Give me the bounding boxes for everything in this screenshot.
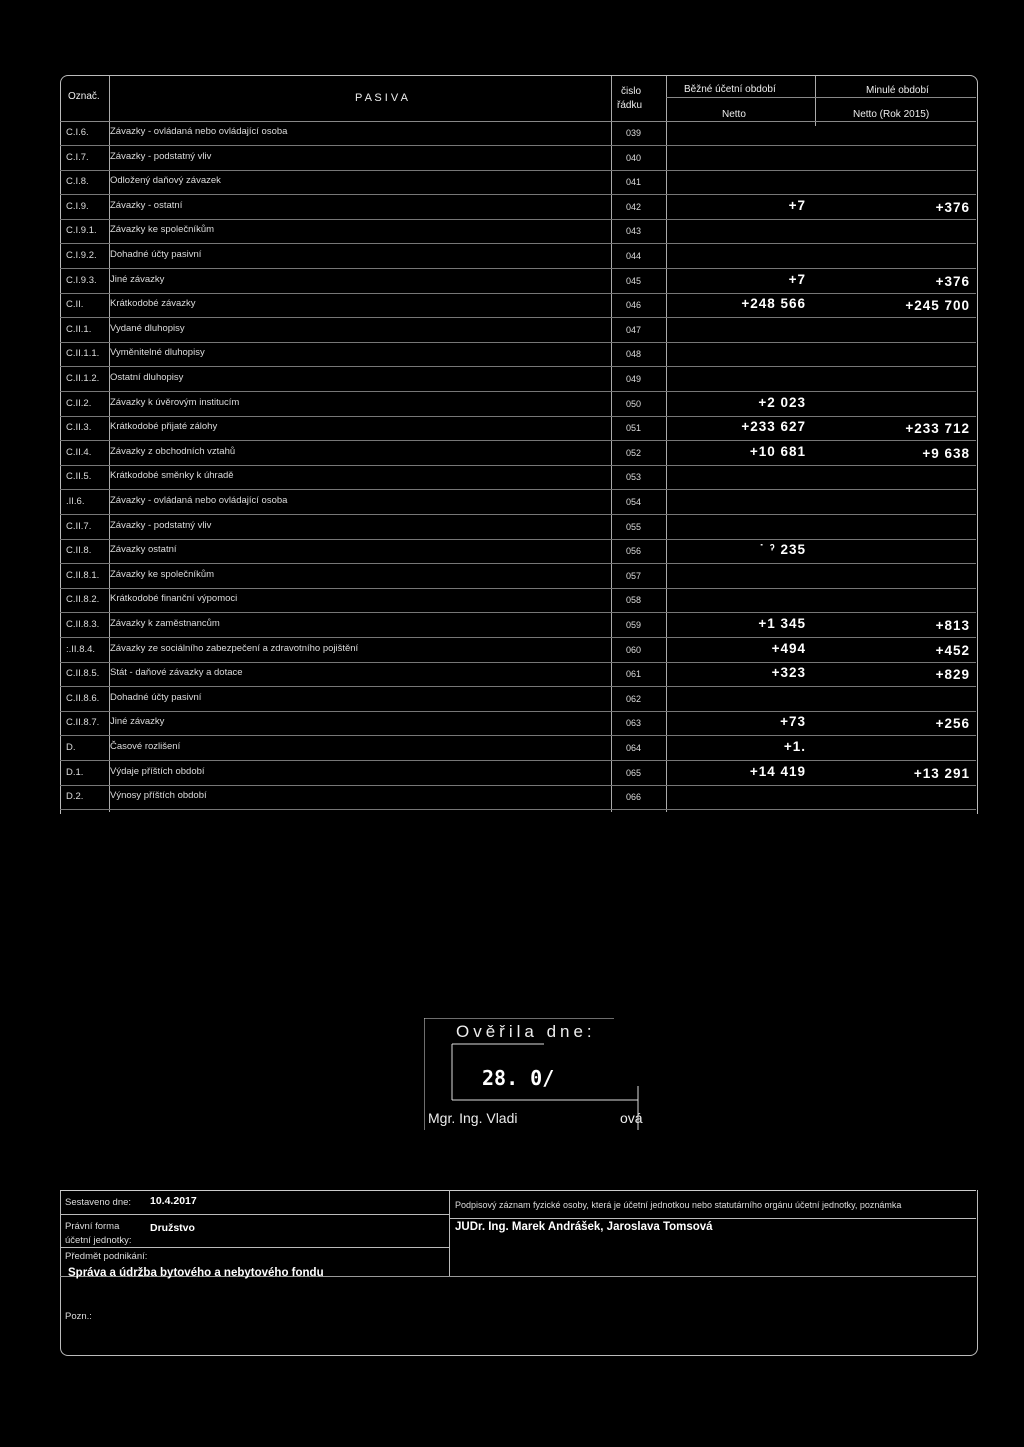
row-previous-netto: +376 [935, 273, 970, 289]
table-row [60, 662, 976, 687]
row-code: C.II.7. [66, 520, 92, 532]
row-line-number: 066 [626, 792, 642, 803]
row-label: Výnosy příštích období [110, 790, 207, 802]
row-label: Závazky - ovládaná nebo ovládající osoba [110, 495, 288, 506]
row-code: C.I.7. [66, 151, 89, 163]
row-label: Krátkodobé přijaté zálohy [110, 421, 218, 433]
row-code: C.II.2. [66, 397, 92, 409]
header-divider [666, 97, 976, 98]
row-label: Závazky z obchodních vztahů [110, 445, 236, 457]
row-label: Výdaje příštích období [110, 765, 205, 777]
row-line-number: 051 [626, 423, 642, 434]
row-line-number: 049 [626, 374, 642, 384]
row-line-number: 054 [626, 497, 642, 507]
row-label: Krátkodobé finanční výpomoci [110, 593, 238, 605]
row-label: Dohadné účty pasivní [110, 249, 202, 260]
row-line-number: 055 [626, 521, 642, 532]
row-line-number: 060 [626, 644, 642, 655]
pozn-label: Pozn.: [65, 1311, 92, 1322]
sestaveno-value: 10.4.2017 [150, 1195, 197, 1207]
table-row [60, 564, 976, 589]
row-line-number: 056 [626, 546, 642, 557]
row-label: Závazky ostatní [110, 544, 177, 556]
row-separator [60, 809, 976, 810]
row-code: D.1. [66, 766, 84, 778]
header-netto-prev: Netto (Rok 2015) [853, 109, 930, 120]
row-code: D. [66, 742, 76, 753]
row-previous-netto: +813 [935, 618, 970, 633]
row-label: Závazky k úvěrovým institucím [110, 396, 240, 408]
row-code: .II.6. [66, 496, 85, 507]
row-current-netto: +7 [788, 271, 806, 287]
table-row [60, 736, 976, 761]
table-row [60, 195, 976, 220]
row-label: Závazky - podstatný vliv [110, 519, 212, 531]
pravni-forma-value: Družstvo [150, 1222, 195, 1234]
table-row [60, 244, 976, 269]
row-label: Ostatní dluhopisy [110, 372, 184, 383]
table-row [60, 785, 976, 810]
row-code: C.I.8. [66, 176, 89, 188]
table-row [60, 441, 976, 466]
footer-top-line [60, 1190, 976, 1191]
table-row [60, 638, 976, 663]
row-label: Vydané dluhopisy [110, 322, 185, 334]
row-code: C.I.6. [66, 127, 89, 138]
row-label: Časové rozlišení [110, 741, 181, 752]
row-label: Krátkodobé směnky k úhradě [110, 470, 234, 482]
header-minule: Minulé období [866, 85, 929, 96]
row-previous-netto: +452 [935, 642, 970, 658]
row-line-number: 039 [626, 128, 642, 138]
footer-line [60, 1247, 449, 1248]
table-row [60, 121, 976, 146]
row-code: C.II.3. [66, 422, 92, 434]
row-previous-netto: +829 [935, 667, 970, 683]
row-line-number: 063 [626, 718, 642, 729]
row-line-number: 058 [626, 595, 642, 606]
row-label: Jiné závazky [110, 273, 165, 285]
row-line-number: 061 [626, 669, 642, 680]
header-oznac: Označ. [68, 91, 100, 102]
row-line-number: 064 [626, 743, 642, 753]
row-code: C.II.4. [66, 446, 92, 458]
row-code: C.II.1. [66, 323, 92, 335]
table-row [60, 465, 976, 490]
row-code: C.II.1.1. [66, 348, 100, 360]
table-row [60, 416, 976, 441]
podpis-label: Podpisový záznam fyzické osoby, která je účetní jednotkou nebo statutárního orgánu účetní jednotky, poznámka [455, 1200, 902, 1210]
header-netto: Netto [722, 109, 746, 120]
table-row [60, 219, 976, 244]
row-label: Závazky ke společníkům [110, 224, 215, 236]
row-current-netto: +14 419 [749, 763, 806, 779]
row-previous-netto: +13 291 [913, 765, 970, 781]
stamp-verified-text: Ověřila dne: [456, 1022, 596, 1041]
podpis-value: JUDr. Ing. Marek Andrášek, Jaroslava Tomsová [455, 1221, 713, 1233]
verification-stamp [424, 1018, 643, 1130]
footer-line [449, 1218, 976, 1219]
row-line-number: 043 [626, 226, 642, 237]
row-code: D.2. [66, 791, 84, 803]
table-row [60, 269, 976, 294]
row-current-netto: +1 345 [758, 616, 806, 631]
row-label: Stát - daňové závazky a dotace [110, 667, 243, 679]
row-current-netto: +248 566 [741, 296, 806, 312]
row-previous-netto: +376 [935, 199, 970, 215]
row-label: Odložený daňový závazek [110, 175, 221, 187]
row-label: Závazky k zaměstnancům [110, 618, 220, 629]
pravni-forma-label-2: účetní jednotky: [65, 1235, 132, 1246]
row-current-netto: +10 681 [749, 443, 806, 459]
header-radku: řádku [617, 100, 643, 111]
row-previous-netto: +9 638 [922, 445, 970, 461]
row-current-netto: +7 [788, 197, 806, 213]
row-code: C.II.8.5. [66, 668, 100, 680]
row-previous-netto: +245 700 [905, 298, 970, 314]
row-current-netto: +233 627 [741, 419, 806, 435]
row-previous-netto: +256 [935, 716, 970, 732]
table-row [60, 318, 976, 343]
table-row [60, 539, 976, 564]
row-code: C.II.8.1. [66, 569, 100, 581]
row-code: C.II. [66, 299, 84, 311]
row-code: C.II.1.2. [66, 373, 100, 384]
table-row [60, 146, 976, 171]
row-line-number: 050 [626, 398, 642, 409]
row-label: Závazky - ovládaná nebo ovládající osoba [110, 126, 288, 137]
table-row [60, 711, 976, 736]
row-line-number: 046 [626, 300, 642, 311]
row-line-number: 052 [626, 447, 642, 458]
footer-line [60, 1214, 449, 1215]
row-current-netto: +1. [783, 739, 806, 754]
row-line-number: 057 [626, 570, 642, 581]
predmet-label: Předmět podnikání: [65, 1251, 148, 1262]
row-code: C.I.9.1. [66, 225, 97, 237]
stamp-name-right: ová [620, 1110, 643, 1126]
pravni-forma-label: Právní forma [65, 1221, 120, 1232]
row-label: Krátkodobé závazky [110, 298, 196, 310]
column-divider [815, 76, 816, 126]
predmet-value: Správa a údržba bytového a nebytového fondu [68, 1267, 324, 1279]
row-code: :.II.8.4. [66, 643, 96, 655]
table-row [60, 293, 976, 318]
row-label: Závazky ke společníkům [110, 568, 215, 580]
row-code: C.I.9.2. [66, 250, 97, 261]
row-previous-netto: +233 712 [905, 421, 970, 437]
stamp-name-left: Mgr. Ing. Vladi [428, 1110, 518, 1126]
table-row [60, 490, 976, 515]
row-line-number: 042 [626, 201, 642, 212]
stamp-date: 28. 0/ [482, 1066, 555, 1090]
row-label: Závazky - podstatný vliv [110, 150, 212, 162]
table-row [60, 613, 976, 638]
table-row [60, 170, 976, 195]
row-line-number: 059 [626, 620, 642, 630]
row-code: C.I.9.3. [66, 274, 97, 286]
row-current-netto: +2 023 [758, 394, 806, 410]
row-label: Dohadné účty pasivní [110, 691, 202, 703]
row-code: C.II.5. [66, 471, 92, 483]
row-line-number: 045 [626, 275, 642, 286]
row-current-netto: +323 [771, 665, 806, 681]
row-code: C.II.8.3. [66, 619, 100, 630]
table-row [60, 367, 976, 392]
row-line-number: 041 [626, 177, 642, 188]
row-line-number: 044 [626, 251, 642, 261]
row-line-number: 047 [626, 324, 642, 335]
table-row [60, 761, 976, 786]
row-code: C.II.8.7. [66, 717, 100, 729]
row-line-number: 048 [626, 349, 642, 360]
row-current-netto: +73 [780, 714, 806, 730]
table-row [60, 392, 976, 417]
row-line-number: 065 [626, 767, 642, 778]
row-label: Závazky ze sociálního zabezpečení a zdravotního pojištění [110, 642, 359, 654]
row-code: C.II.8.6. [66, 692, 100, 704]
row-label: Vyměnitelné dluhopisy [110, 347, 205, 359]
sestaveno-label: Sestaveno dne: [65, 1197, 132, 1208]
row-line-number: 053 [626, 472, 642, 483]
row-code: C.I.9. [66, 200, 89, 212]
row-current-netto: +494 [771, 640, 806, 656]
table-row [60, 687, 976, 712]
table-row [60, 515, 976, 540]
header-pasiva: P A S I V A [355, 92, 409, 104]
row-label: Jiné závazky [110, 716, 165, 728]
row-current-netto: ˙ ˀ 235 [759, 542, 806, 558]
table-row [60, 588, 976, 613]
header-cislo: čislo [621, 86, 642, 97]
footer-divider [449, 1190, 450, 1276]
table-row [60, 342, 976, 367]
row-code: C.II.8.2. [66, 594, 100, 606]
row-code: C.II.8. [66, 545, 92, 557]
row-label: Závazky - ostatní [110, 199, 183, 211]
row-line-number: 062 [626, 693, 642, 704]
header-bezne: Běžné účetní období [684, 84, 776, 95]
row-line-number: 040 [626, 152, 642, 163]
